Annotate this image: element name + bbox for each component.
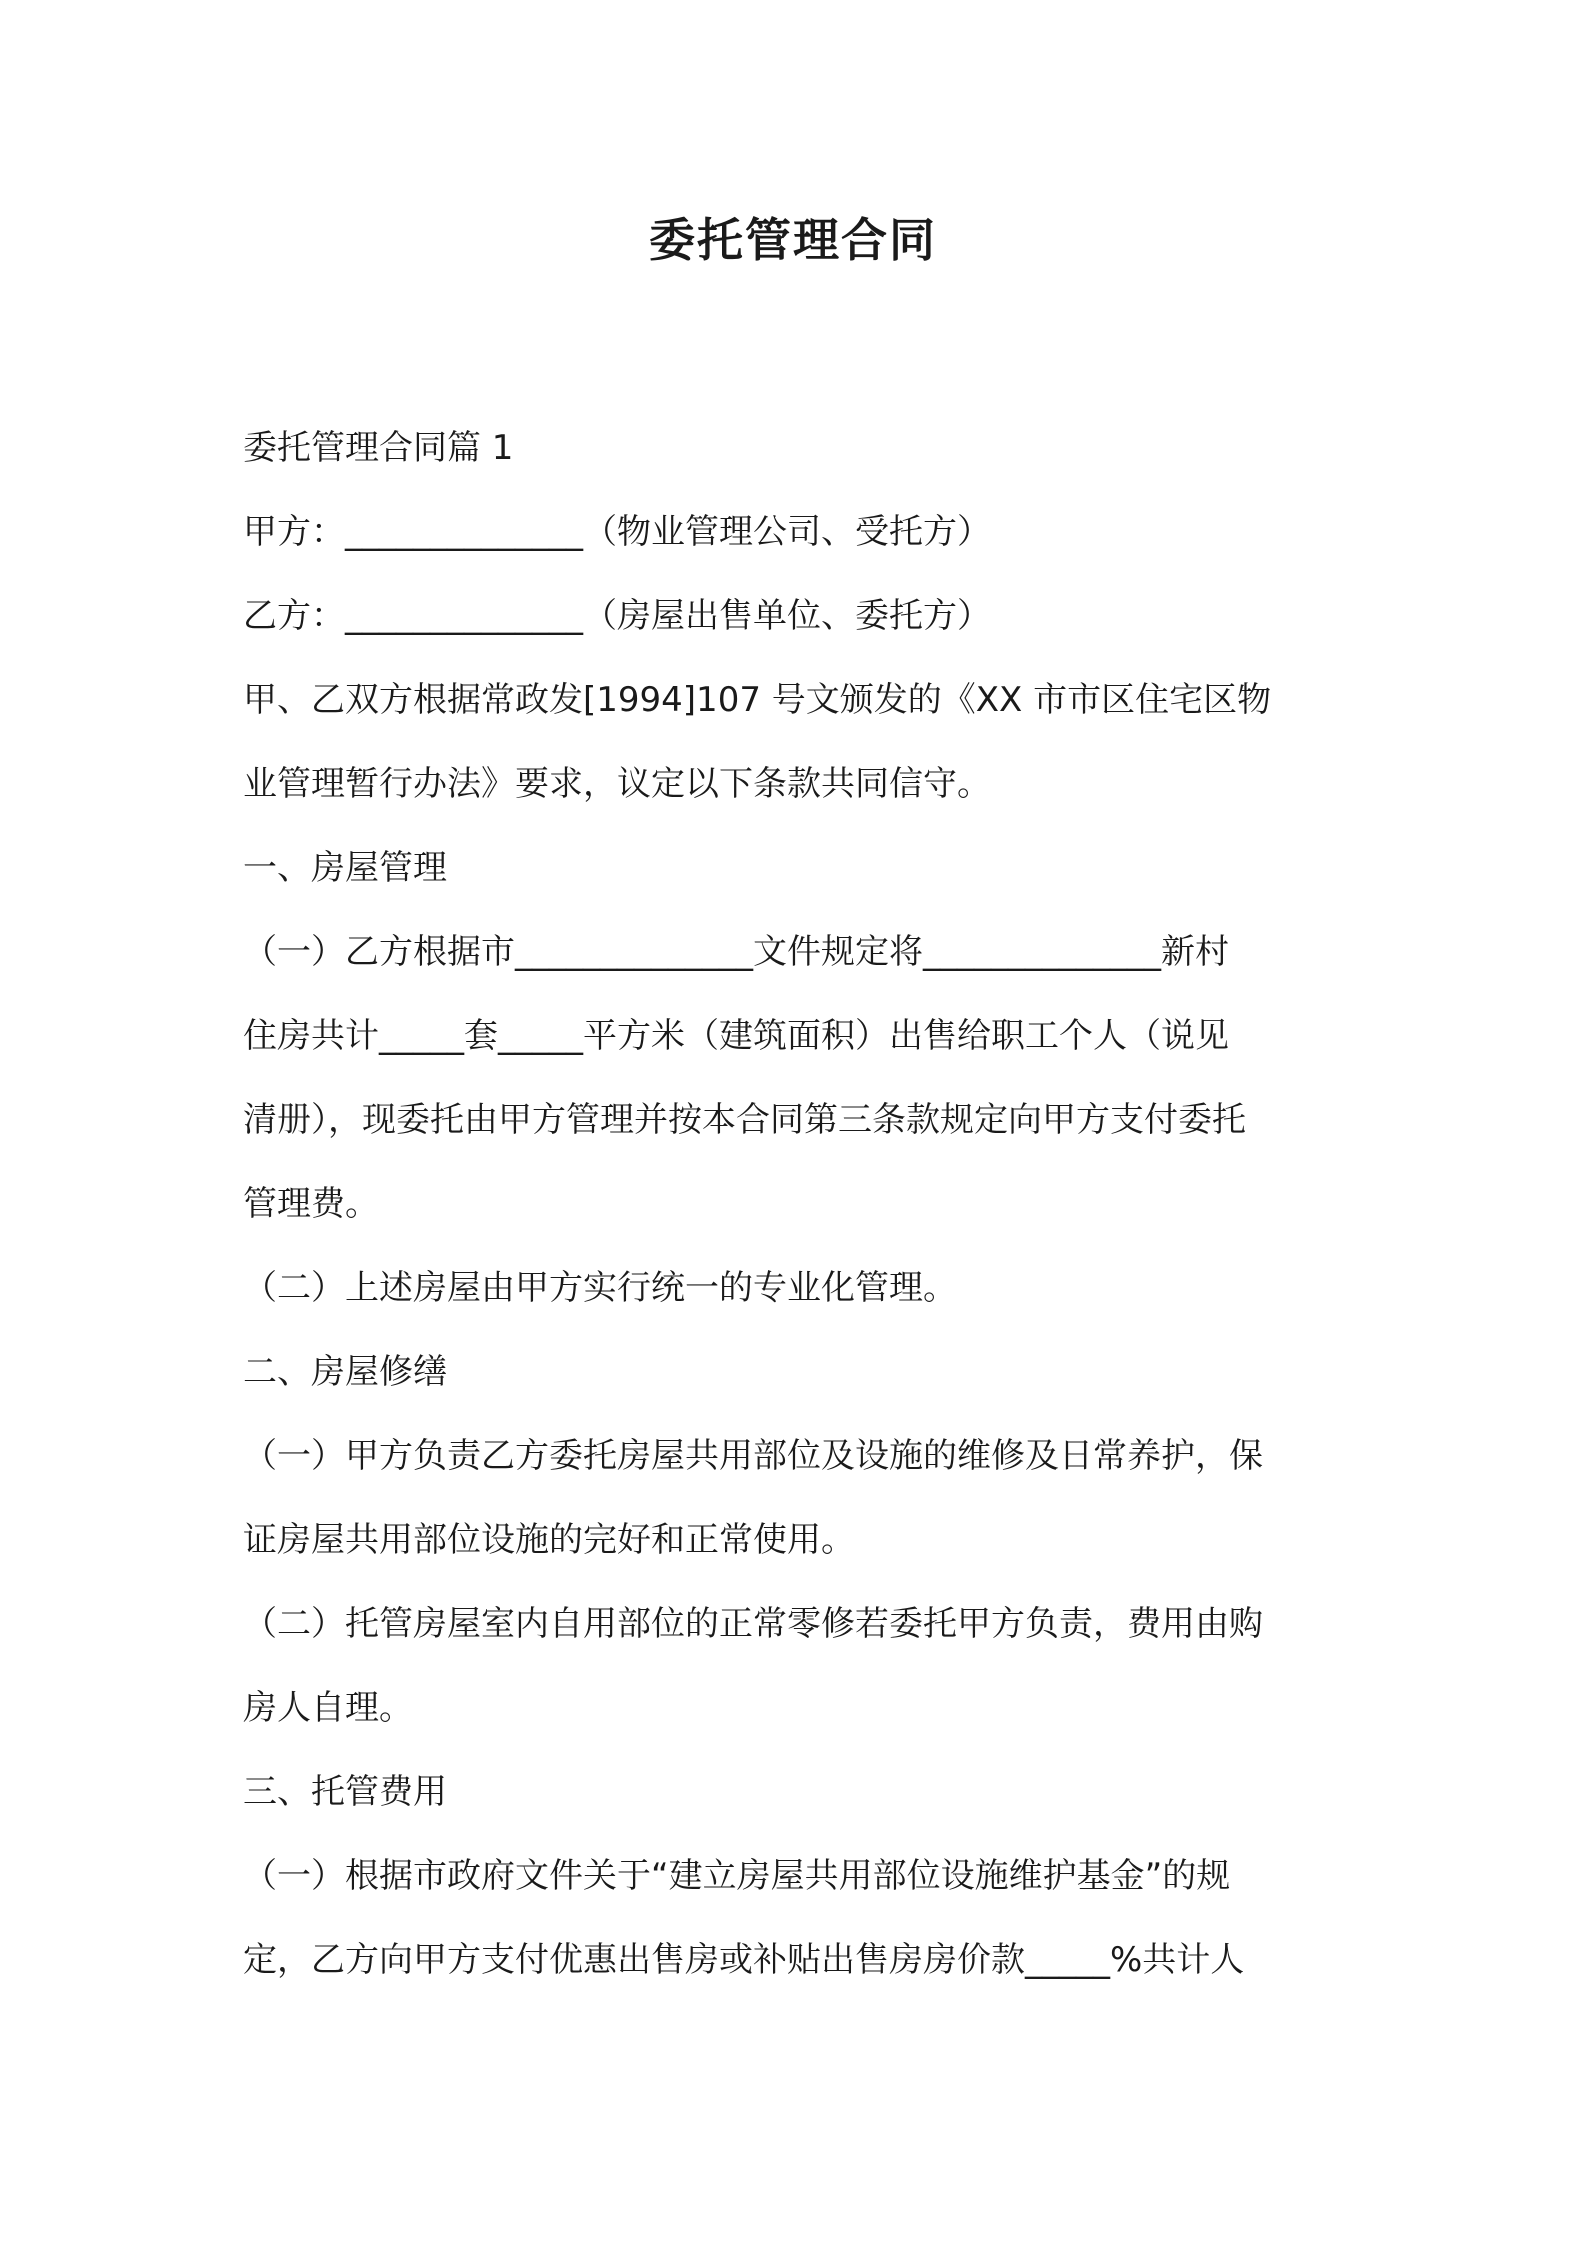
document-title: 委托管理合同 (649, 213, 937, 267)
paragraph-line: 定，乙方向甲方支付优惠出售房或补贴出售房房价款_____%共计人 (243, 1940, 1245, 1980)
paragraph-line: （一）根据市政府文件关于“建立房屋共用部位设施维护基金”的规 (243, 1856, 1231, 1896)
document-body (243, 406, 1359, 2002)
paragraph-line: 业管理暂行办法》要求，议定以下条款共同信守。 (243, 764, 991, 804)
party-b-line: 乙方：______________（房屋出售单位、委托方） (243, 596, 991, 636)
paragraph-line: 住房共计_____套_____平方米（建筑面积）出售给职工个人（说见 (243, 1016, 1229, 1056)
paragraph-line: 房人自理。 (243, 1688, 413, 1728)
paragraph-line: 管理费。 (243, 1184, 379, 1224)
clause-heading: 三、托管费用 (243, 1772, 447, 1812)
paragraph-line: （二）上述房屋由甲方实行统一的专业化管理。 (243, 1268, 957, 1308)
clause-heading: 一、房屋管理 (243, 848, 447, 888)
paragraph-line: 甲、乙双方根据常政发[1994]107 号文颁发的《XX 市市区住宅区物 (243, 680, 1272, 720)
paragraph-line: 证房屋共用部位设施的完好和正常使用。 (243, 1520, 855, 1560)
paragraph-line: 清册），现委托由甲方管理并按本合同第三条款规定向甲方支付委托 (243, 1100, 1246, 1140)
paragraph-line: （一）甲方负责乙方委托房屋共用部位及设施的维修及日常养护，保 (243, 1436, 1263, 1476)
paragraph-line: （一）乙方根据市______________文件规定将______________新村 (243, 932, 1229, 972)
paragraph-line: （二）托管房屋室内自用部位的正常零修若委托甲方负责，费用由购 (243, 1604, 1263, 1644)
party-a-line: 甲方：______________（物业管理公司、受托方） (243, 512, 991, 552)
section-heading: 委托管理合同篇 1 (243, 428, 514, 468)
clause-heading: 二、房屋修缮 (243, 1352, 447, 1392)
